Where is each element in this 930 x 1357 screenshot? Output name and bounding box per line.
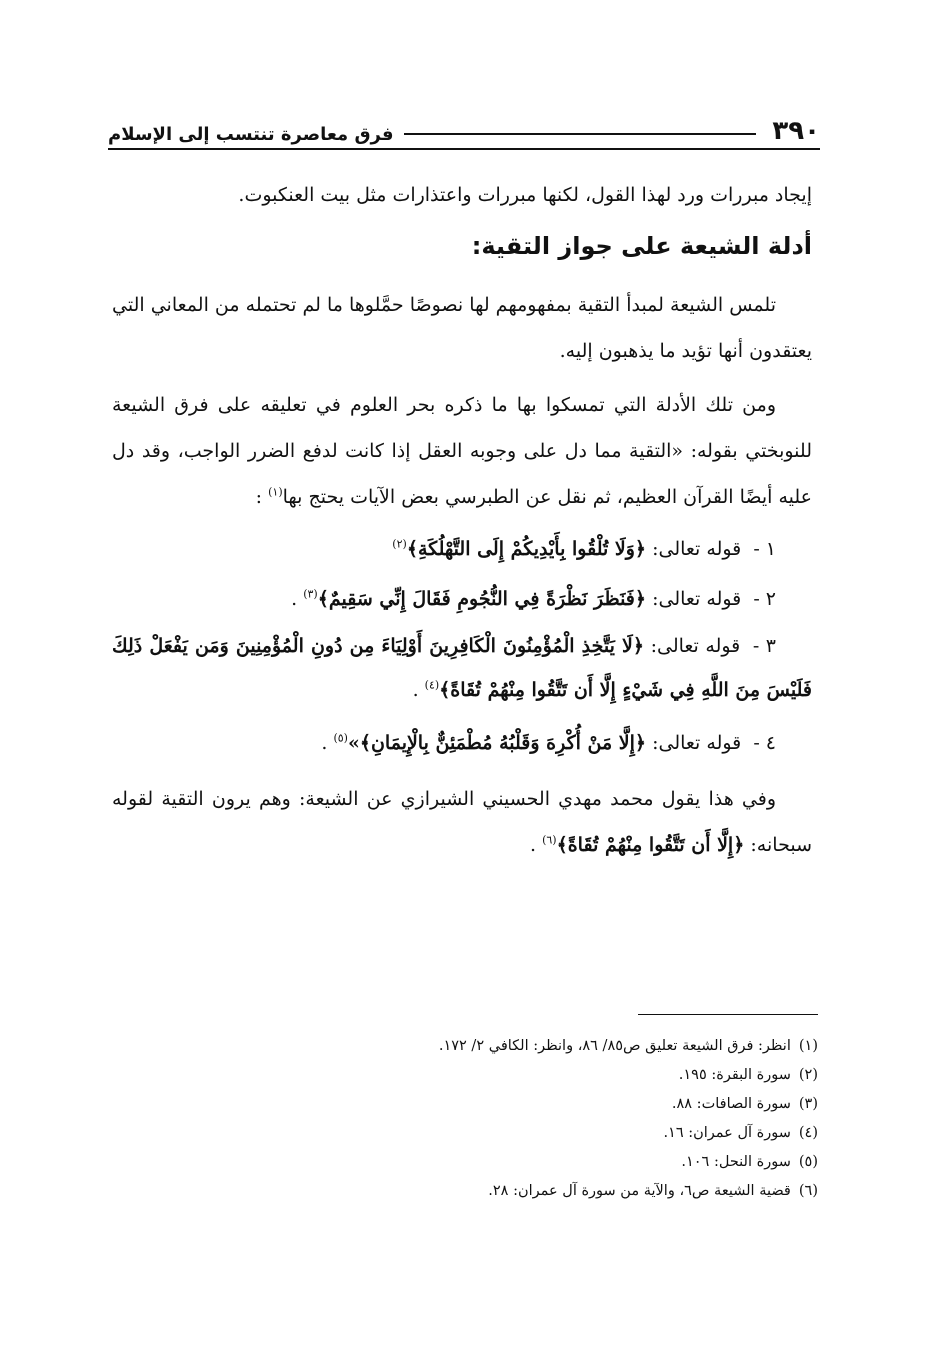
- verse-number: ٣ -: [752, 635, 776, 657]
- footnote-ref-5: (٥): [333, 731, 348, 745]
- verse-text: ﴿إِلَّا مَنْ أُكْرِهَ وَقَلْبُهُ مُطْمَئِنٌّ بِالْإِيمَانِ﴾»: [347, 732, 647, 754]
- footnote-number: (١): [798, 1038, 818, 1054]
- verse-item-1: [112, 524, 812, 574]
- verse-text: ﴿وَلَا تُلْقُوا بِأَيْدِيكُمْ إِلَى التَّهْلُكَةِ﴾: [406, 538, 647, 560]
- main-text: [112, 172, 812, 868]
- paragraph-2: تلمس الشيعة لمبدأ التقية بمفهومهم لها نصوصًا حمَّلوها ما لم تحتمله من المعاني التي يعتقدون أنها تؤيد ما يذهبون إليه.: [112, 294, 812, 362]
- footnote-ref-4: (٤): [424, 678, 440, 692]
- footnote-ref-3: (٣): [303, 587, 318, 601]
- section-heading: أدلة الشيعة على جواز التقية:: [471, 232, 812, 260]
- verse-item-2: [112, 574, 812, 624]
- footnote-text: انظر: فرق الشيعة تعليق ص٨٥/ ٨٦، وانظر: الكافي ٢/ ١٧٢.: [438, 1038, 791, 1054]
- verse-intro: قوله تعالى:: [652, 588, 742, 610]
- footnote-number: (٣): [798, 1096, 818, 1112]
- footnote-rule: [638, 1014, 818, 1015]
- footnote-item: [118, 1177, 818, 1206]
- verse-end: .: [321, 732, 328, 754]
- verse-item-3: [112, 624, 812, 712]
- footnote-ref-1: (١): [268, 485, 283, 499]
- verse-end: .: [412, 679, 419, 701]
- footnote-ref-2: (٢): [392, 537, 407, 551]
- header-rule: [108, 148, 820, 150]
- footnote-item: [118, 1032, 818, 1061]
- verse-intro: قوله تعالى:: [652, 538, 742, 560]
- footnote-number: (٢): [798, 1067, 818, 1083]
- verse-text: ﴿فَنَظَرَ نَظْرَةً فِي النُّجُومِ فَقَالَ إِنِّي سَقِيمٌ﴾: [317, 588, 647, 610]
- footnote-text: سورة النحل: ١٠٦.: [681, 1154, 791, 1170]
- paragraph-1: إيجاد مبررات ورد لهذا القول، لكنها مبررات واعتذارات مثل بيت العنكبوت.: [238, 184, 812, 206]
- footnote-item: [118, 1148, 818, 1177]
- verse-number: ٤ -: [753, 732, 776, 754]
- paragraph-4-end: .: [529, 834, 537, 856]
- page-header: [108, 104, 820, 144]
- paragraph-3-end: :: [255, 486, 263, 508]
- paragraph-3-text: ومن تلك الأدلة التي تمسكوا بها ما ذكره بحر العلوم في تعليقه على فرق الشيعة للنوبختي بقوله: «التقية مما دل على وجوبه العقل إذا كانت لدفع الضرر الواجب، وقد دل عليه أيضًا القرآن العظيم، ثم نقل عن الطبرسي بعض الآيات يحتج بها: [112, 394, 812, 508]
- footnote-item: [118, 1061, 818, 1090]
- paragraph-4: [112, 776, 812, 868]
- footnote-text: سورة الصافات: ٨٨.: [671, 1096, 791, 1112]
- verse-intro: قوله تعالى:: [650, 635, 741, 657]
- footnote-text: قضية الشيعة ص٦، والآية من سورة آل عمران: ٢٨.: [488, 1183, 791, 1199]
- verse-text: ﴿لَا يَتَّخِذِ الْمُؤْمِنُونَ الْكَافِرِينَ أَوْلِيَاءَ مِن دُونِ الْمُؤْمِنِينَ وَمَن يَفْعَلْ ذَلِكَ فَلَيْسَ مِنَ اللَّهِ فِي شَيْءٍ إِلَّا أَن تَتَّقُوا مِنْهُمْ تُقَاةً﴾: [112, 635, 812, 701]
- paragraph-4-verse: ﴿إِلَّا أَن تَتَّقُوا مِنْهُمْ تُقَاةً﴾: [556, 834, 745, 856]
- footnote-ref-6: (٦): [542, 833, 557, 847]
- footnote-number: (٥): [798, 1154, 818, 1170]
- verse-intro: قوله تعالى:: [652, 732, 742, 754]
- verse-number: ٢ -: [753, 588, 776, 610]
- footnote-item: [118, 1119, 818, 1148]
- footnote-number: (٤): [798, 1125, 818, 1141]
- footnote-number: (٦): [798, 1183, 818, 1199]
- verse-item-4: [112, 718, 812, 768]
- footnote-text: سورة آل عمران: ١٦.: [663, 1125, 791, 1141]
- page-number: ٣٩٠: [772, 116, 820, 146]
- footnotes: [118, 1032, 818, 1206]
- footnote-item: [118, 1090, 818, 1119]
- paragraph-3: [112, 382, 812, 520]
- header-dash-line: [404, 133, 757, 135]
- footnote-text: سورة البقرة: ١٩٥.: [678, 1067, 791, 1083]
- running-title: فرق معاصرة تنتسب إلى الإسلام: [108, 124, 394, 145]
- verse-number: ١ -: [753, 538, 776, 560]
- paragraph-4-text: وفي هذا يقول محمد مهدي الحسيني الشيرازي عن الشيعة: وهم يرون التقية لقوله سبحانه:: [112, 788, 812, 856]
- verse-list: [112, 524, 812, 768]
- verse-end: .: [291, 588, 298, 610]
